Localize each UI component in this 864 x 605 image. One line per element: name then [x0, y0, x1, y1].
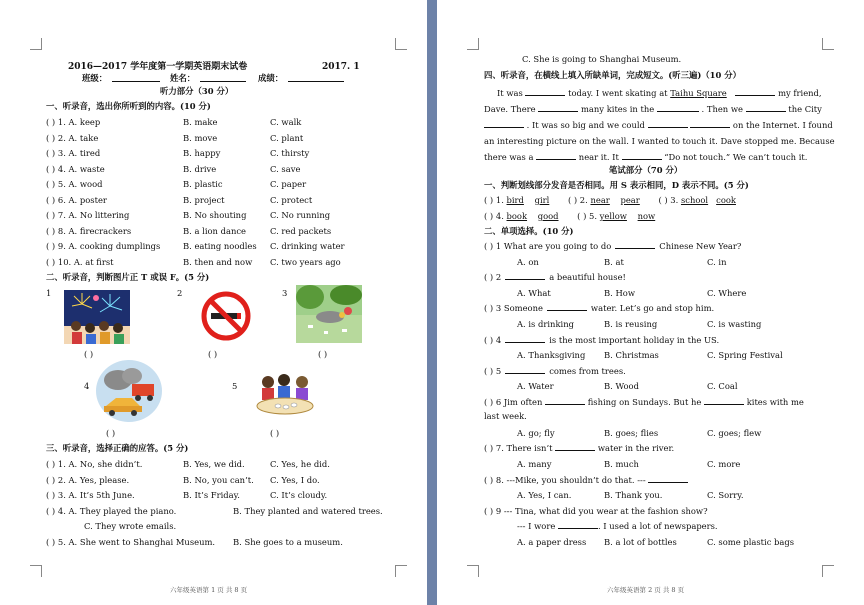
option-c: C. No running	[270, 210, 331, 220]
question-row: ( ) 2. A. Yes, please.	[46, 474, 130, 485]
phonics-section-title: 一、判断划线部分发音是否相同。用 S 表示相同，D 表示不同。(5 分)	[484, 180, 749, 190]
answer-paren[interactable]: ( )	[106, 428, 116, 438]
passage-blank[interactable]	[622, 152, 662, 160]
section4-title: 四、听录音，在横线上填入所缺单词，完成短文。(听三遍)（10 分）	[484, 70, 741, 80]
option-a: A. Thanksgiving	[517, 350, 586, 361]
passage-blank[interactable]	[648, 120, 688, 128]
crop-mark	[467, 565, 479, 577]
mc-question: ( ) 3 Someone water. Let’s go and stop him.	[484, 303, 715, 314]
option-b: B. How	[604, 287, 635, 298]
option-b: B. move	[183, 132, 218, 143]
park-picture	[296, 285, 362, 343]
question-row: ( ) 3. A. It’s 5th June.	[46, 490, 135, 500]
exam-date: 2017. 1	[322, 62, 360, 72]
question-row: ( ) 2. A. take	[46, 132, 99, 143]
fireworks-picture	[64, 290, 130, 344]
mc-question: ( ) 2 a beautiful house!	[484, 272, 626, 283]
phonics-row-2: ( ) 4. book good ( ) 5. yellow now	[484, 211, 656, 221]
option-c: C. walk	[270, 117, 302, 127]
question-row: ( ) 1. A. keep	[46, 117, 101, 127]
question-4: ( ) 4. A. They played the piano.	[46, 506, 177, 516]
passage-line-5: there was a near it. It “Do not touch.” We can’t touch it.	[484, 152, 808, 162]
option-a: A. Yes, I can.	[517, 490, 572, 500]
multiple-choice-title: 二、单项选择。(10 分)	[484, 226, 574, 236]
option-a: A. What	[517, 287, 551, 298]
option-b: B. a lot of bottles	[604, 537, 677, 547]
option-a: A. is drinking	[517, 318, 574, 329]
passage-blank[interactable]	[525, 88, 565, 96]
option-c: C. protect	[270, 194, 313, 205]
option-b: B. at	[604, 256, 624, 267]
answer-blank[interactable]	[704, 397, 744, 405]
picture-number: 2	[177, 288, 183, 298]
page-footer: 六年级英语第 1 页 共 8 页	[170, 586, 248, 594]
answer-blank[interactable]	[547, 303, 587, 311]
picture-number: 3	[282, 288, 288, 298]
option-c: C. some plastic bags	[707, 537, 795, 547]
option-c: C. Spring Festival	[707, 350, 783, 361]
answer-paren[interactable]: ( )	[208, 349, 218, 359]
answer-blank[interactable]	[648, 475, 688, 483]
option-c: C. in	[707, 256, 727, 267]
question-row: ( ) 10. A. at first	[46, 256, 114, 267]
passage-blank[interactable]	[690, 120, 730, 128]
mc-question: ( ) 4 is the most important holiday in the US.	[484, 334, 720, 345]
passage-blank[interactable]	[657, 104, 699, 112]
option-b: B. She goes to a museum.	[233, 537, 343, 547]
option-b: B. No, you can’t.	[183, 474, 254, 485]
option-b: B. Wood	[604, 381, 639, 392]
option-c: C. red packets	[270, 225, 332, 236]
picture-number: 4	[84, 381, 90, 391]
written-part-title: 笔试部分（70 分）	[609, 165, 683, 175]
question-7: ( ) 7. There isn’t water in the river.	[484, 443, 675, 453]
option-c: C. Sorry.	[707, 490, 744, 500]
option-c: C. drinking water	[270, 241, 345, 251]
crop-mark	[822, 565, 834, 577]
name-label: 姓名：	[170, 73, 196, 83]
no-smoking-sign-picture	[200, 290, 252, 342]
question-row: ( ) 5. A. wood	[46, 179, 103, 189]
score-blank[interactable]	[288, 74, 344, 82]
answer-blank[interactable]	[505, 335, 545, 343]
option-a: A. on	[517, 256, 539, 267]
passage-blank[interactable]	[735, 88, 775, 96]
picture-number: 1	[46, 288, 52, 298]
mc-question: ( ) 1 What are you going to do Chinese New Year?	[484, 241, 742, 251]
option-c: C. Where	[707, 287, 747, 298]
question-9-reply: --- I wore . I used a lot of newspapers.	[517, 521, 718, 531]
crop-mark	[467, 38, 479, 50]
section3-title: 三、听录音，选择正确的应答。(5 分)	[46, 443, 189, 453]
passage-blank[interactable]	[484, 120, 524, 128]
option-b: B. Christmas	[604, 350, 659, 361]
question-6-continued: last week.	[484, 411, 527, 421]
option-b: B. make	[183, 117, 218, 127]
passage-line-1: It was today. I went skating at Taihu Square my friend,	[497, 88, 822, 98]
passage-line-3: . It was so big and we could on the Internet. I found	[484, 120, 833, 130]
option-b: B. eating noodles	[183, 241, 257, 251]
mc-question: ( ) 5 comes from trees.	[484, 365, 626, 376]
question-row: ( ) 4. A. waste	[46, 163, 105, 174]
picture-number: 5	[232, 381, 238, 391]
option-c: C. thirsty	[270, 148, 310, 158]
option-a: A. a paper dress	[517, 537, 587, 547]
crop-mark	[822, 38, 834, 50]
question-9: ( ) 9 --- Tina, what did you wear at the fashion show?	[484, 506, 708, 516]
option-b: B. a lion dance	[183, 225, 246, 236]
option-b: B. Yes, we did.	[183, 459, 245, 469]
page-footer: 六年级英语第 2 页 共 8 页	[607, 586, 685, 594]
question-row: ( ) 9. A. cooking dumplings	[46, 241, 161, 251]
option-b: B. project	[183, 194, 225, 205]
crop-mark	[30, 565, 42, 577]
option-b: B. is reusing	[604, 318, 658, 329]
question-6: ( ) 6 Jim often fishing on Sundays. But he kites with me	[484, 397, 804, 407]
exam-page-1	[0, 0, 427, 605]
listening-part-title: 听力部分（30 分）	[160, 86, 234, 96]
passage-blank[interactable]	[538, 104, 578, 112]
answer-blank[interactable]	[505, 272, 545, 280]
option-c: C. two years ago	[270, 256, 341, 267]
answer-blank[interactable]	[615, 241, 655, 249]
option-c: C. plant	[270, 132, 304, 143]
option-c: C. Coal	[707, 381, 738, 392]
option-c: C. It’s cloudy.	[270, 490, 328, 500]
question-row: ( ) 1. A. No, she didn’t.	[46, 459, 143, 469]
class-blank[interactable]	[112, 74, 160, 82]
option-b: B. plastic	[183, 179, 223, 189]
crop-mark	[30, 38, 42, 50]
option-c: C. They wrote emails.	[84, 521, 177, 531]
question-row: ( ) 6. A. poster	[46, 194, 107, 205]
option-c: C. Yes, I do.	[270, 474, 320, 485]
option-a: A. Water	[517, 381, 554, 392]
phonics-row-1: ( ) 1. bird girl ( ) 2. near pear ( ) 3. school cook	[484, 195, 736, 205]
option-c: C. paper	[270, 179, 307, 189]
passage-blank[interactable]	[536, 152, 576, 160]
option-b: B. goes; flies	[604, 428, 659, 438]
answer-blank[interactable]	[555, 443, 595, 451]
option-c: C. She is going to Shanghai Museum.	[522, 54, 682, 64]
option-a: A. go; fly	[517, 428, 555, 438]
answer-blank[interactable]	[558, 521, 598, 529]
option-b: B. No shouting	[183, 210, 247, 220]
option-b: B. It’s Friday.	[183, 490, 240, 500]
score-label: 成绩：	[258, 73, 284, 83]
option-c: C. Yes, he did.	[270, 459, 330, 469]
class-label: 班级：	[82, 73, 108, 83]
question-8: ( ) 8. ---Mike, you shouldn’t do that. ---	[484, 475, 688, 485]
passage-line-4: an interesting picture on the wall. I wanted to touch it. Dave stopped me. Because	[484, 136, 835, 146]
question-row: ( ) 8. A. firecrackers	[46, 225, 132, 236]
crop-mark	[395, 565, 407, 577]
crop-mark	[395, 38, 407, 50]
answer-paren[interactable]: ( )	[270, 428, 280, 438]
passage-line-2: Dave. There many kites in the . Then we the City	[484, 104, 822, 114]
option-c: C. save	[270, 163, 301, 174]
question-row: ( ) 7. A. No littering	[46, 210, 130, 220]
option-c: C. goes; flew	[707, 428, 762, 438]
exam-page-2	[437, 0, 864, 605]
passage-blank[interactable]	[746, 104, 786, 112]
question-row: ( ) 3. A. tired	[46, 148, 101, 158]
option-c: C. more	[707, 459, 741, 469]
section1-title: 一、听录音，选出你所听到的内容。(10 分)	[46, 101, 211, 111]
option-b: B. then and now	[183, 256, 253, 267]
option-a: A. many	[517, 459, 552, 469]
option-b: B. Thank you.	[604, 490, 663, 500]
dumplings-family-picture	[254, 372, 316, 418]
option-b: B. much	[604, 459, 639, 469]
option-b: B. drive	[183, 163, 217, 174]
car-pollution-picture	[96, 360, 162, 422]
answer-blank[interactable]	[545, 397, 585, 405]
section2-title: 二、听录音，判断图片正 T 或误 F。(5 分)	[46, 272, 210, 282]
question-5: ( ) 5. A. She went to Shanghai Museum.	[46, 537, 216, 547]
option-c: C. is wasting	[707, 318, 762, 329]
answer-paren[interactable]: ( )	[318, 349, 328, 359]
name-blank[interactable]	[200, 74, 246, 82]
answer-paren[interactable]: ( )	[84, 349, 94, 359]
exam-title: 2016—2017 学年度第一学期英语期末试卷	[68, 62, 248, 72]
option-b: B. happy	[183, 148, 221, 158]
option-b: B. They planted and watered trees.	[233, 506, 383, 516]
answer-blank[interactable]	[505, 366, 545, 374]
